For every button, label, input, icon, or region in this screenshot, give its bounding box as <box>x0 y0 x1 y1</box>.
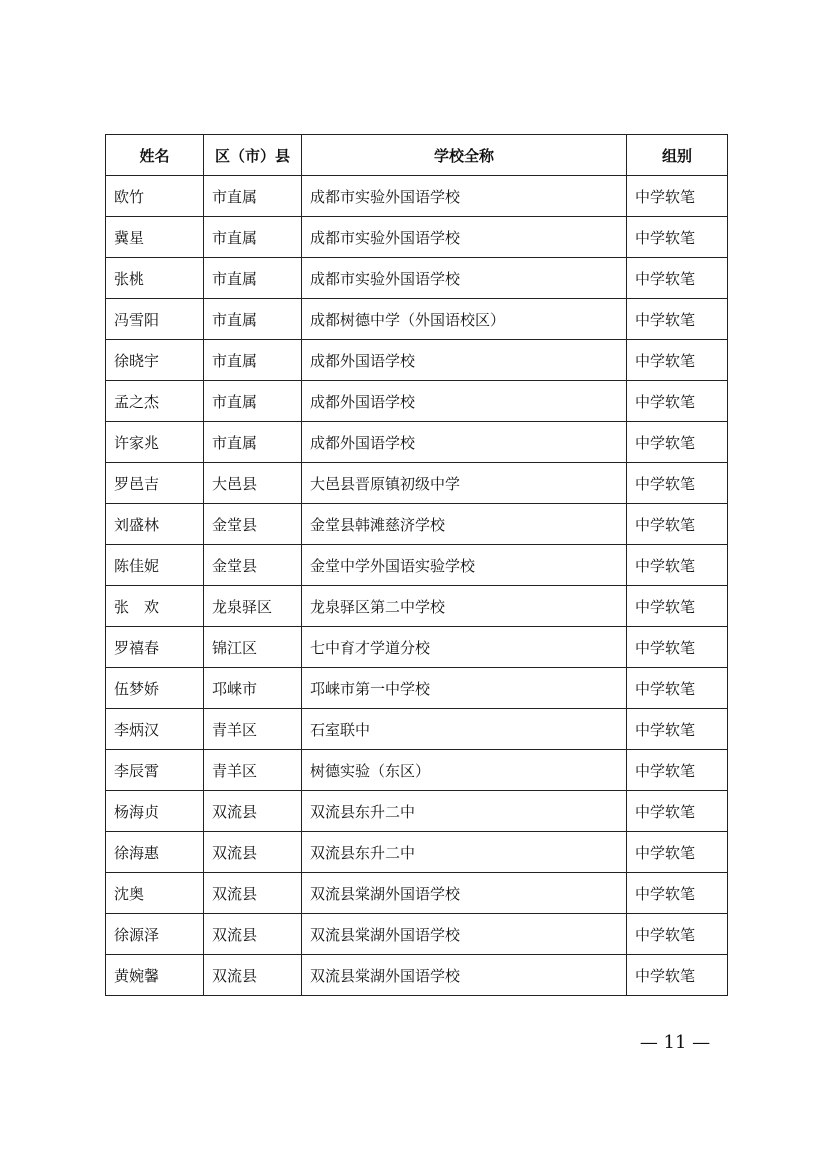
cell-district: 青羊区 <box>204 750 302 791</box>
cell-district: 市直属 <box>204 381 302 422</box>
cell-group: 中学软笔 <box>627 545 728 586</box>
cell-school: 树德实验（东区） <box>302 750 627 791</box>
cell-school: 金堂中学外国语实验学校 <box>302 545 627 586</box>
table-row <box>106 422 728 463</box>
cell-school: 龙泉驿区第二中学校 <box>302 586 627 627</box>
cell-school: 成都树德中学（外国语校区） <box>302 299 627 340</box>
cell-district: 市直属 <box>204 217 302 258</box>
table-row <box>106 258 728 299</box>
table-body <box>106 176 728 996</box>
cell-district: 市直属 <box>204 422 302 463</box>
cell-district: 市直属 <box>204 258 302 299</box>
cell-name: 李炳汉 <box>106 709 204 750</box>
cell-name: 欧竹 <box>106 176 204 217</box>
cell-group: 中学软笔 <box>627 381 728 422</box>
header-district: 区（市）县 <box>204 135 302 176</box>
cell-district: 双流县 <box>204 832 302 873</box>
cell-group: 中学软笔 <box>627 914 728 955</box>
cell-name: 徐海惠 <box>106 832 204 873</box>
cell-school: 双流县东升二中 <box>302 832 627 873</box>
cell-district: 邛崃市 <box>204 668 302 709</box>
cell-group: 中学软笔 <box>627 299 728 340</box>
cell-group: 中学软笔 <box>627 873 728 914</box>
table-row <box>106 381 728 422</box>
cell-group: 中学软笔 <box>627 668 728 709</box>
header-school: 学校全称 <box>302 135 627 176</box>
cell-group: 中学软笔 <box>627 504 728 545</box>
table-row <box>106 545 728 586</box>
cell-school: 金堂县韩滩慈济学校 <box>302 504 627 545</box>
table-row <box>106 914 728 955</box>
cell-group: 中学软笔 <box>627 586 728 627</box>
cell-school: 成都外国语学校 <box>302 381 627 422</box>
cell-school: 双流县棠湖外国语学校 <box>302 955 627 996</box>
header-name: 姓名 <box>106 135 204 176</box>
table-header-row <box>106 135 728 176</box>
cell-name: 张 欢 <box>106 586 204 627</box>
cell-school: 成都市实验外国语学校 <box>302 258 627 299</box>
cell-name: 陈佳妮 <box>106 545 204 586</box>
cell-district: 双流县 <box>204 873 302 914</box>
cell-school: 成都市实验外国语学校 <box>302 217 627 258</box>
cell-school: 双流县东升二中 <box>302 791 627 832</box>
cell-name: 罗邑吉 <box>106 463 204 504</box>
header-group: 组别 <box>627 135 728 176</box>
cell-group: 中学软笔 <box>627 422 728 463</box>
cell-school: 邛崃市第一中学校 <box>302 668 627 709</box>
cell-district: 金堂县 <box>204 545 302 586</box>
table-row <box>106 668 728 709</box>
table-row <box>106 791 728 832</box>
cell-district: 青羊区 <box>204 709 302 750</box>
table-row <box>106 504 728 545</box>
cell-school: 双流县棠湖外国语学校 <box>302 873 627 914</box>
cell-school: 石室联中 <box>302 709 627 750</box>
cell-district: 双流县 <box>204 955 302 996</box>
cell-name: 徐晓宇 <box>106 340 204 381</box>
cell-name: 伍梦娇 <box>106 668 204 709</box>
cell-name: 徐源泽 <box>106 914 204 955</box>
cell-district: 市直属 <box>204 340 302 381</box>
cell-district: 龙泉驿区 <box>204 586 302 627</box>
table-row <box>106 176 728 217</box>
table-row <box>106 709 728 750</box>
cell-group: 中学软笔 <box>627 176 728 217</box>
table-row <box>106 586 728 627</box>
cell-school: 成都外国语学校 <box>302 422 627 463</box>
cell-group: 中学软笔 <box>627 463 728 504</box>
cell-group: 中学软笔 <box>627 832 728 873</box>
table-row <box>106 299 728 340</box>
table-row <box>106 627 728 668</box>
cell-group: 中学软笔 <box>627 750 728 791</box>
cell-group: 中学软笔 <box>627 340 728 381</box>
cell-name: 刘盛林 <box>106 504 204 545</box>
cell-group: 中学软笔 <box>627 955 728 996</box>
table-row <box>106 463 728 504</box>
cell-group: 中学软笔 <box>627 258 728 299</box>
cell-school: 七中育才学道分校 <box>302 627 627 668</box>
cell-name: 黄婉馨 <box>106 955 204 996</box>
table-row <box>106 750 728 791</box>
cell-district: 金堂县 <box>204 504 302 545</box>
cell-name: 杨海贞 <box>106 791 204 832</box>
cell-name: 冯雪阳 <box>106 299 204 340</box>
cell-group: 中学软笔 <box>627 217 728 258</box>
cell-school: 成都市实验外国语学校 <box>302 176 627 217</box>
cell-district: 大邑县 <box>204 463 302 504</box>
cell-district: 市直属 <box>204 299 302 340</box>
cell-district: 市直属 <box>204 176 302 217</box>
cell-district: 双流县 <box>204 914 302 955</box>
cell-name: 孟之杰 <box>106 381 204 422</box>
page-number: — 11 — <box>639 1032 711 1053</box>
cell-school: 成都外国语学校 <box>302 340 627 381</box>
cell-school: 双流县棠湖外国语学校 <box>302 914 627 955</box>
cell-group: 中学软笔 <box>627 791 728 832</box>
cell-group: 中学软笔 <box>627 627 728 668</box>
table-row <box>106 955 728 996</box>
cell-name: 许家兆 <box>106 422 204 463</box>
cell-group: 中学软笔 <box>627 709 728 750</box>
table-row <box>106 340 728 381</box>
cell-school: 大邑县晋原镇初级中学 <box>302 463 627 504</box>
cell-district: 锦江区 <box>204 627 302 668</box>
cell-name: 冀星 <box>106 217 204 258</box>
cell-name: 李辰霄 <box>106 750 204 791</box>
cell-name: 张桃 <box>106 258 204 299</box>
cell-name: 罗禧春 <box>106 627 204 668</box>
cell-name: 沈奥 <box>106 873 204 914</box>
cell-district: 双流县 <box>204 791 302 832</box>
table-row <box>106 832 728 873</box>
table-row <box>106 873 728 914</box>
award-roster-table <box>105 134 728 996</box>
table-row <box>106 217 728 258</box>
